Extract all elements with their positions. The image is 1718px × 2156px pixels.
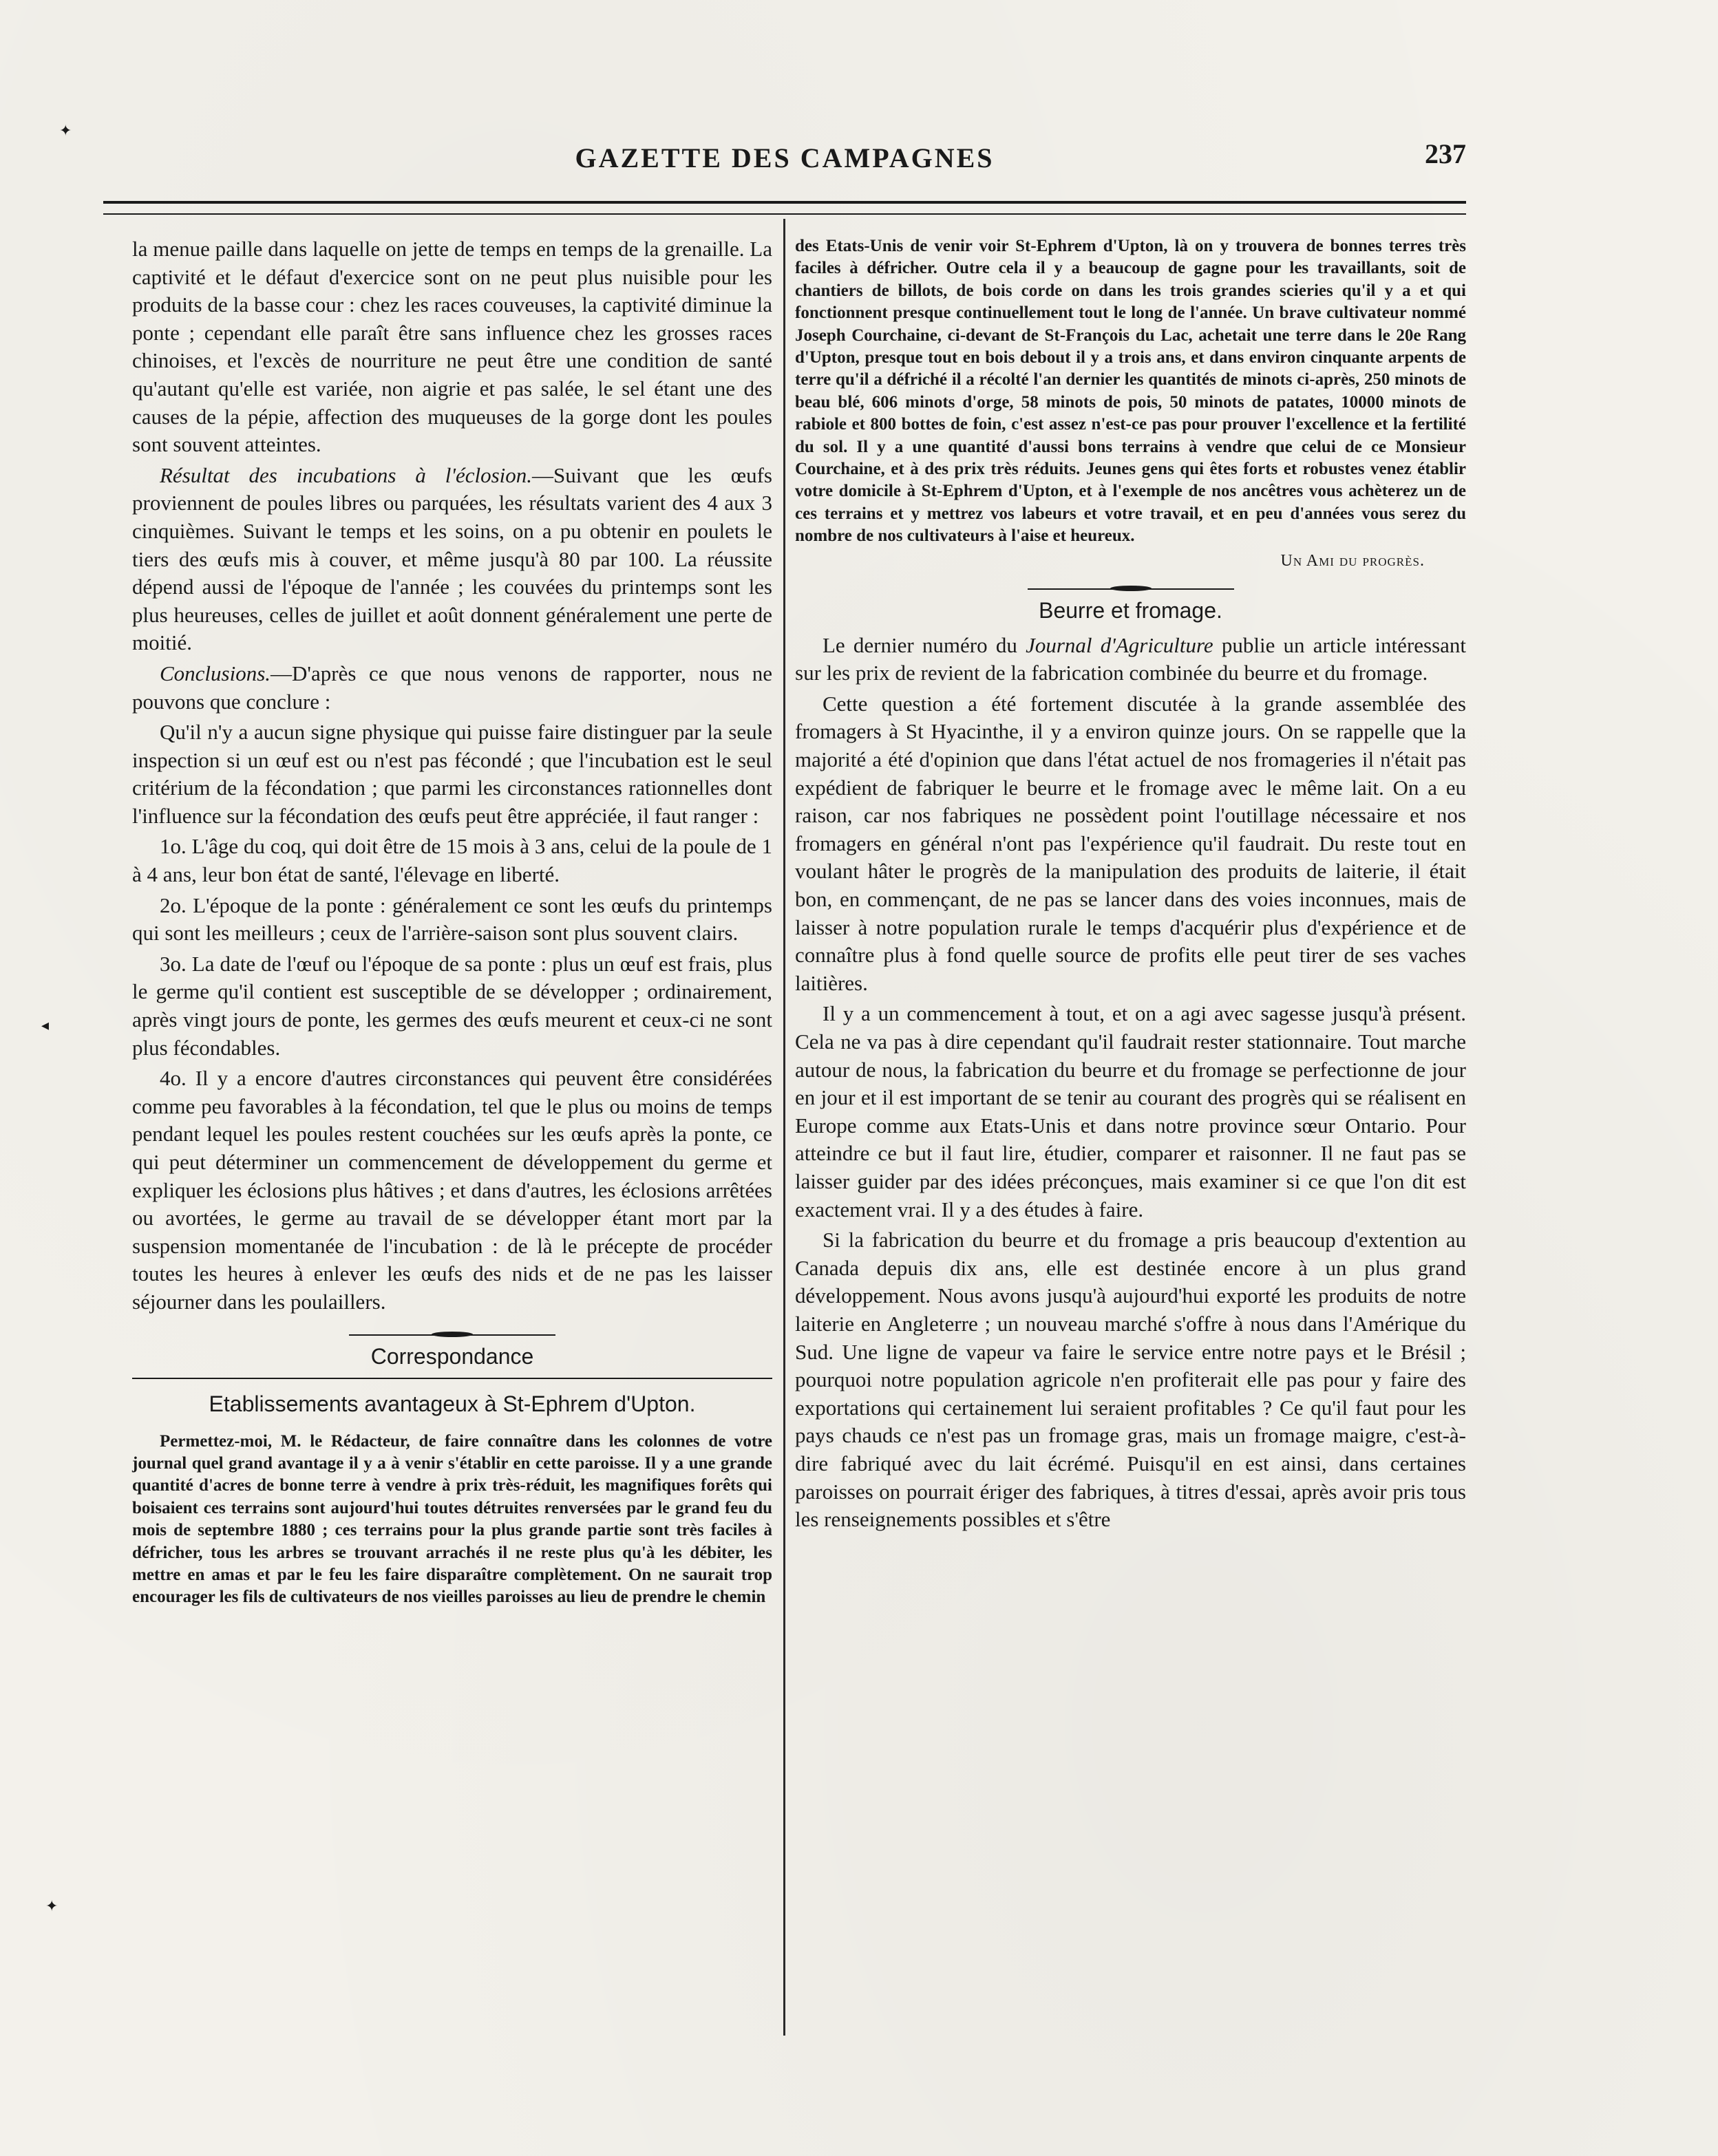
paragraph: 3o. La date de l'œuf ou l'époque de sa ponte : plus un œuf est frais, plus le germe qu'il contient est susceptible de se développer ; ordinairement, après vingt jours de ponte, les germes des œufs meurent et ceux-ci ne sont plus fécondables. bbox=[132, 951, 772, 1060]
section-divider bbox=[1028, 588, 1234, 590]
paragraph bbox=[132, 660, 772, 716]
paragraph-lead: Conclusions. bbox=[160, 661, 271, 685]
paragraph: Qu'il n'y a aucun signe physique qui puisse faire distinguer par la seule inspection si un œuf est ou n'est pas fécondé ; que l'incubation est le seul critérium de la fécondation ; que parmi les circonstances rationnelles dont l'influence sur la fécondation des œufs peut être appréciée, il faut ranger : bbox=[132, 720, 772, 828]
ink-mark: ◂ bbox=[41, 1017, 50, 1034]
ink-mark: ✦ bbox=[45, 1898, 59, 1915]
article-title: Etablissements avantageux à St-Ephrem d'Upton. bbox=[132, 1378, 772, 1417]
section-title: Beurre et fromage. bbox=[1039, 597, 1222, 623]
signature: Un Ami du progrès. bbox=[1280, 551, 1425, 570]
letter-paragraph: Permettez-moi, M. le Rédacteur, de faire connaître dans les colonnes de votre journal quel grand avantage il y a à venir s'établir en cette paroisse. Il y a une grande quantité d'acres de bonne terre à vendre à prix très-réduit, les magnifiques forêts qui boisaient ces terrains sont aujourd'hui toutes détruites renversées par le grand feu du mois de septembre 1880 ; ces terrains pour la plus grande partie sont très faciles à défricher, tous les arbres se trouvant arrachés il ne reste plus qu'à les débiter, les mettre en amas et par le feu les faire disparaître complètement. On ne saurait trop encourager les fils de cultivateurs de nos vieilles paroisses au lieu de prendre le chemin bbox=[132, 1431, 772, 1607]
section-divider bbox=[349, 1334, 555, 1336]
paragraph bbox=[132, 462, 772, 657]
ink-mark: ✦ bbox=[59, 122, 72, 140]
right-column bbox=[795, 235, 1466, 1537]
paragraph-text: Le dernier numéro du bbox=[823, 632, 1026, 657]
paragraph bbox=[795, 632, 1466, 687]
paragraph-body: —Suivant que les œufs proviennent de poules libres ou parquées, les résultats varient des 4 aux 3 cinquièmes. Suivant le temps et les soins, on a pu obtenir en poulets le tiers des œufs mis à couver, et même jusqu'à 80 par 100. La réussite dépend aussi de l'époque de l'année ; les couvées du printemps sont les plus heureuses, celles de juillet et août donnent généralement une perte de moitié. bbox=[132, 462, 772, 655]
paragraph: Si la fabrication du beurre et du fromage a pris beaucoup d'extention au Canada depuis dix ans, elle est destinée encore à un plus grand développement. Nous avons jusqu'à aujourd'hui exporté les produits de notre laiterie en Angleterre ; un nouveau marché s'offre à nous dans l'Amérique du Sud. Une ligne de vapeur va faire le service entre notre pays et le Brésil ; pourquoi notre population agricole n'en profiterait elle pas pour y faire des exportations qui certainement lui seraient profitables ? Ce qu'il faut pour les pays chauds ce n'est pas un fromage gras, mais un fromage maigre, c'est-à-dire fabriqué avec du lait écrémé. Puisqu'il en est ainsi, dans certaines paroisses on pourrait ériger des fabriques, à titres d'essai, après avoir pris tous les renseignements possibles et s'être bbox=[795, 1228, 1466, 1532]
paragraph: 1o. L'âge du coq, qui doit être de 15 mois à 3 ans, celui de la poule de 1 à 4 ans, leur bon état de santé, l'élevage en liberté. bbox=[132, 834, 772, 887]
paragraph-body: —D'après ce que nous venons de rapporter, nous ne pouvons que conclure : bbox=[132, 661, 772, 714]
paragraph: Cette question a été fortement discutée à la grande assemblée des fromagers à St Hyacinthe, il y a environ quinze jours. On se rappelle que la majorité a été d'opinion que dans l'état actuel de nos fromageries il n'était pas expédient de fabriquer le beurre et le fromage avec le même lait. On a eu raison, car nos fabriques ne possèdent point l'outillage nécessaire et nos fromagers en général n'ont pas l'expérience qu'il faudrait. Du reste tout en voulant hâter le progrès de la manipulation des produits de laiterie, il était bon, en commençant, de ne pas se lancer dans des voies inconnues, mais de laisser à notre population rurale le temps d'acquérir plus d'expérience et de connaître plus à fond quelle source de profits elle peut tirer de ses vaches laitières. bbox=[795, 691, 1466, 995]
paragraph: Il y a un commencement à tout, et on a agi avec sagesse jusqu'à présent. Cela ne va pas à dire cependant qu'il faudrait rester stationnaire. Tout marche autour de nous, la fabrication du beurre et du fromage se perfectionne de jour en jour et il est important de se tenir au courant des progrès qui se réalisent en Europe comme aux Etats-Unis et dans notre province sœur Ontario. Pour atteindre ce but il faut lire, étudier, comparer et raisonner. Il ne faut pas se laisser guider par des idées préconçues, mais examiner si ce que l'on dit est exactement vrai. Il y a des études à faire. bbox=[795, 1001, 1466, 1221]
page-header bbox=[103, 138, 1466, 186]
page-number: 237 bbox=[1425, 138, 1466, 169]
publication-title: GAZETTE DES CAMPAGNES bbox=[575, 142, 995, 173]
journal-name: Journal d'Agriculture bbox=[1026, 632, 1213, 657]
paragraph-text: publie un article intéressant sur les prix de revient de la fabrication combinée du beurre et du fromage. bbox=[795, 632, 1466, 685]
paragraph: 4o. Il y a encore d'autres circonstances qui peuvent être considérées comme peu favorables à la fécondation, tel que le plus ou moins de temps pendant lequel les poules restent couchées sur les œufs après la ponte, ce qui peut déterminer un commencement de développement du germe et expliquer les éclosions plus hâtives ; et dans d'autres, les éclosions arrêtées ou avortées, le germe au travail de se développer étant mort par la suspension momentanée de l'incubation : de là le précepte de procéder toutes les heures à enlever les œufs des nids et de ne pas les laisser séjourner dans les poulaillers. bbox=[132, 1066, 772, 1314]
letter-continuation: des Etats-Unis de venir voir St-Ephrem d'Upton, là on y trouvera de bonnes terres très faciles à défricher. Outre cela il y a beaucoup de gagne pour les travaillants, soit de chantiers de billots, de bois corde on dans les trois grandes scieries qu'il y a et qui fonctionnent presque continuellement tout le long de l'année. Un brave cultivateur nommé Joseph Courchaine, ci-devant de St-François du Lac, achetait une terre dans le 20e Rang d'Upton, presque tout en bois debout il y a trois ans, et dans environ cinquante arpents de terre qu'il a défriché il a récolté l'an dernier les quantités de minots ci-après, 250 minots de beau blé, 606 minots d'orge, 58 minots de pois, 50 minots de patates, 10000 minots de rabiole et 800 bottes de foin, c'est assez n'est-ce pas pour prouver l'excellence et la fertilité du sol. Il y a une quantité d'aussi bons terrains à vendre que celui de ce Monsieur Courchaine, et à des prix très réduits. Jeunes gens qui êtes forts et robustes venez établir votre domicile à St-Ephrem d'Upton, et à l'exemple de nos ancêtres vous achèterez un de ces terrains et y mettrez vos labeurs et votre travail, et en peu d'années vous serez du nombre de nos cultivateurs à l'aise et heureux. bbox=[795, 237, 1466, 546]
left-column bbox=[132, 235, 772, 1612]
header-rule bbox=[103, 201, 1466, 215]
paragraph: la menue paille dans laquelle on jette de temps en temps de la grenaille. La captivité et le défaut d'exercice sont on ne peut plus nuisible pour les produits de la basse cour : chez les races couveuses, la captivité diminue la ponte ; cependant elle paraît être sans influence chez les grosses races chinoises, et l'excès de nourriture ne peut être une condition de santé qu'autant qu'elle est variée, non aigrie et pas salée, le sel étant une des causes de la pépie, affection des muqueuses de la gorge dont les poules sont souvent atteintes. bbox=[132, 237, 772, 457]
section-title: Correspondance bbox=[370, 1343, 534, 1369]
column-divider bbox=[783, 219, 785, 2036]
paragraph: 2o. L'époque de la ponte : généralement ce sont les œufs du printemps qui sont les meilleurs ; ceux de l'arrière-saison sont plus souvent clairs. bbox=[132, 893, 772, 946]
paragraph-lead: Résultat des incubations à l'éclosion. bbox=[160, 462, 533, 487]
